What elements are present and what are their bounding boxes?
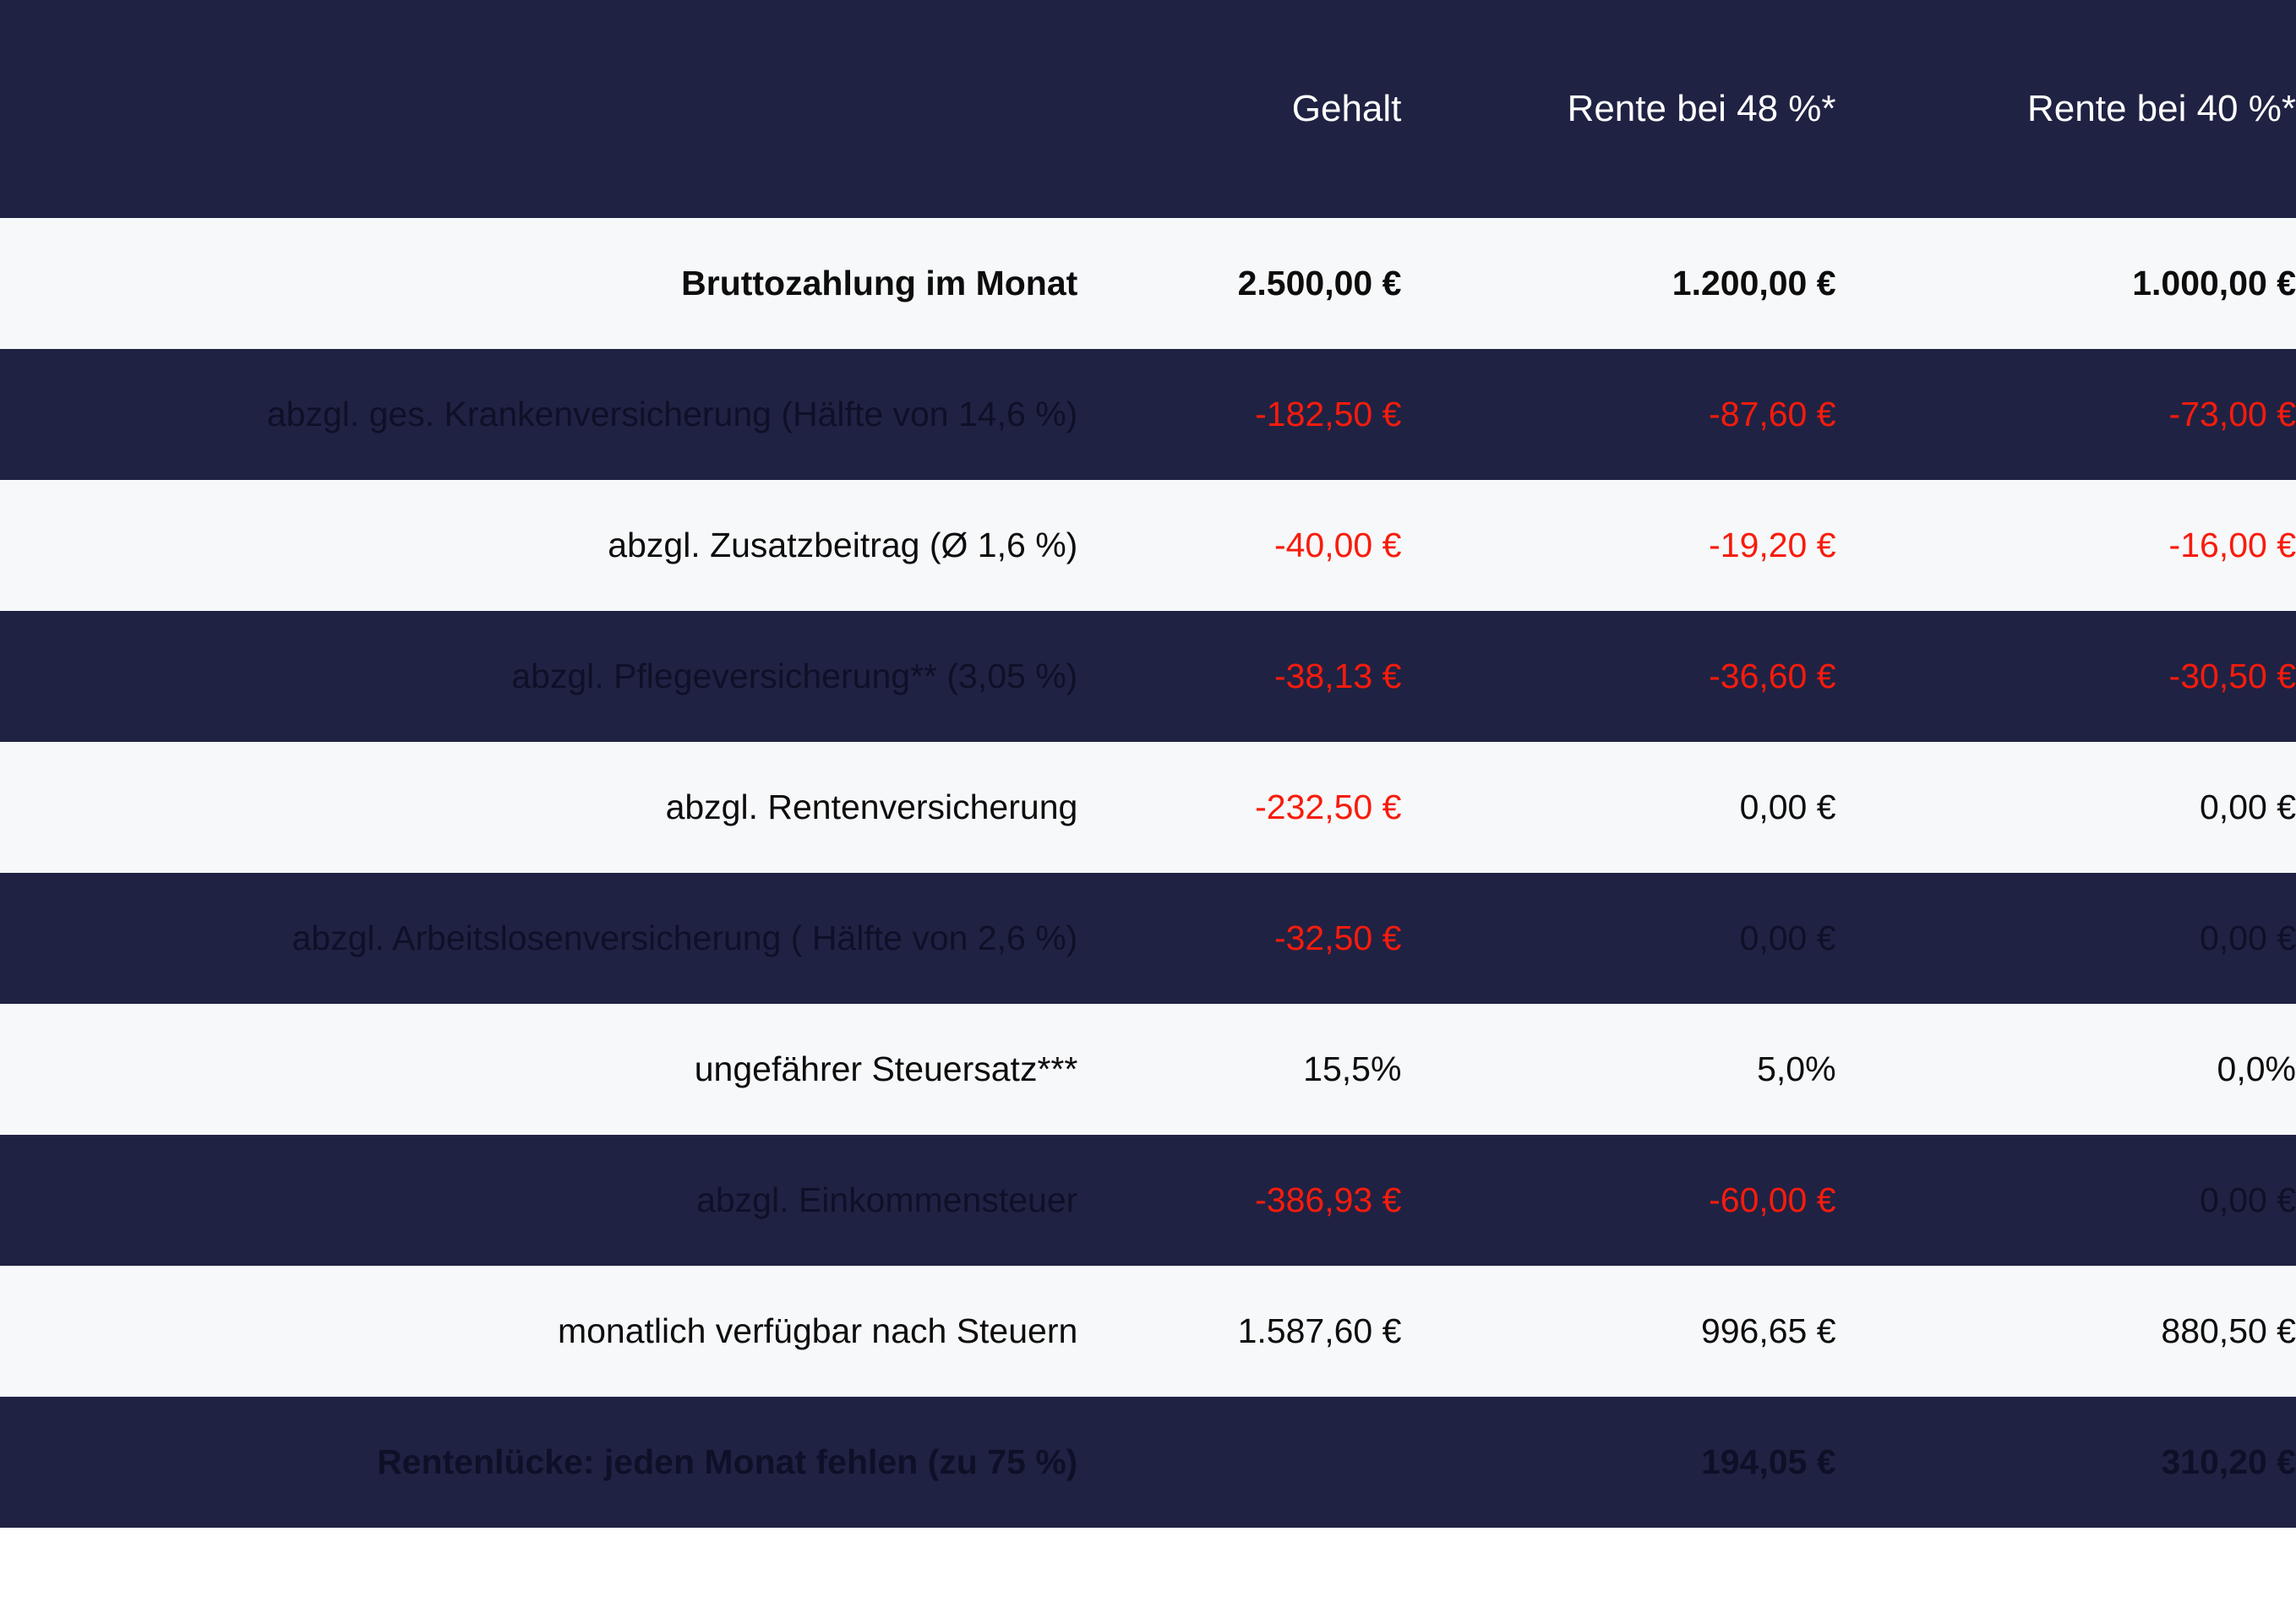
row-value-rente-48: 5,0% (1757, 1049, 1836, 1088)
row-label: abzgl. Pflegeversicherung** (3,05 %) (511, 657, 1078, 695)
row-label: abzgl. Rentenversicherung (665, 788, 1078, 826)
row-value-gehalt: -386,93 € (1255, 1180, 1402, 1219)
row-label: Rentenlücke: jeden Monat fehlen (zu 75 %) (377, 1442, 1078, 1481)
table-row (0, 1135, 2296, 1266)
row-value-rente-48: 194,05 € (1700, 1442, 1836, 1481)
row-value-rente-48: -60,00 € (1709, 1180, 1836, 1219)
table-row (0, 611, 2296, 742)
row-value-rente-40: -73,00 € (2168, 395, 2296, 433)
row-value-gehalt: 2.500,00 € (1237, 264, 1402, 303)
row-value-rente-40: 0,00 € (2200, 918, 2296, 957)
row-value-rente-40: 0,00 € (2200, 1180, 2296, 1219)
row-value-rente-40: 310,20 € (2161, 1442, 2296, 1481)
row-value-rente-40: 880,50 € (2161, 1311, 2296, 1350)
row-value-rente-48: 0,00 € (1739, 918, 1836, 957)
row-value-gehalt: -32,50 € (1273, 918, 1402, 957)
row-value-rente-48: -36,60 € (1709, 657, 1836, 695)
row-value-rente-48: -87,60 € (1709, 395, 1836, 433)
table-row (0, 873, 2296, 1004)
row-label: abzgl. Einkommensteuer (696, 1180, 1078, 1219)
header-cell-gehalt: Gehalt (1291, 88, 1402, 129)
row-value-rente-48: -19,20 € (1709, 526, 1836, 564)
table-row (0, 1266, 2296, 1397)
table-row (0, 1004, 2296, 1135)
row-value-rente-40: -30,50 € (2168, 657, 2296, 695)
row-label: ungefährer Steuersatz*** (694, 1049, 1078, 1088)
row-value-rente-48: 1.200,00 € (1672, 264, 1836, 303)
table-row (0, 218, 2296, 349)
row-label: monatlich verfügbar nach Steuern (557, 1311, 1078, 1350)
row-label: abzgl. ges. Krankenversicherung (Hälfte von 14,6 %) (266, 395, 1078, 433)
row-value-gehalt: 15,5% (1303, 1049, 1402, 1088)
row-value-rente-40: -16,00 € (2168, 526, 2296, 564)
table-header-row (0, 0, 2296, 218)
row-value-gehalt: -232,50 € (1255, 788, 1402, 826)
row-value-rente-48: 0,00 € (1739, 788, 1836, 826)
row-value-rente-48: 996,65 € (1700, 1311, 1836, 1350)
row-value-rente-40: 0,00 € (2200, 788, 2296, 826)
table-row (0, 480, 2296, 611)
header-cell-rente-40: Rente bei 40 %* (2027, 88, 2296, 129)
row-value-rente-40: 0,0% (2217, 1049, 2296, 1088)
row-value-rente-40: 1.000,00 € (2132, 264, 2296, 303)
row-value-gehalt: -38,13 € (1273, 657, 1402, 695)
row-label: abzgl. Zusatzbeitrag (Ø 1,6 %) (608, 526, 1078, 564)
row-value-gehalt: -40,00 € (1273, 526, 1402, 564)
row-label: abzgl. Arbeitslosenversicherung ( Hälfte von 2,6 %) (292, 918, 1078, 957)
row-value-gehalt (1077, 1397, 1401, 1528)
header-cell-empty (0, 0, 1077, 218)
table-row (0, 349, 2296, 480)
row-label: Bruttozahlung im Monat (681, 264, 1078, 303)
row-value-gehalt: 1.587,60 € (1237, 1311, 1402, 1350)
table-row (0, 1397, 2296, 1528)
table-body (0, 218, 2296, 1528)
table-row (0, 742, 2296, 873)
header-cell-rente-48: Rente bei 48 %* (1567, 88, 1836, 129)
row-value-gehalt: -182,50 € (1255, 395, 1402, 433)
